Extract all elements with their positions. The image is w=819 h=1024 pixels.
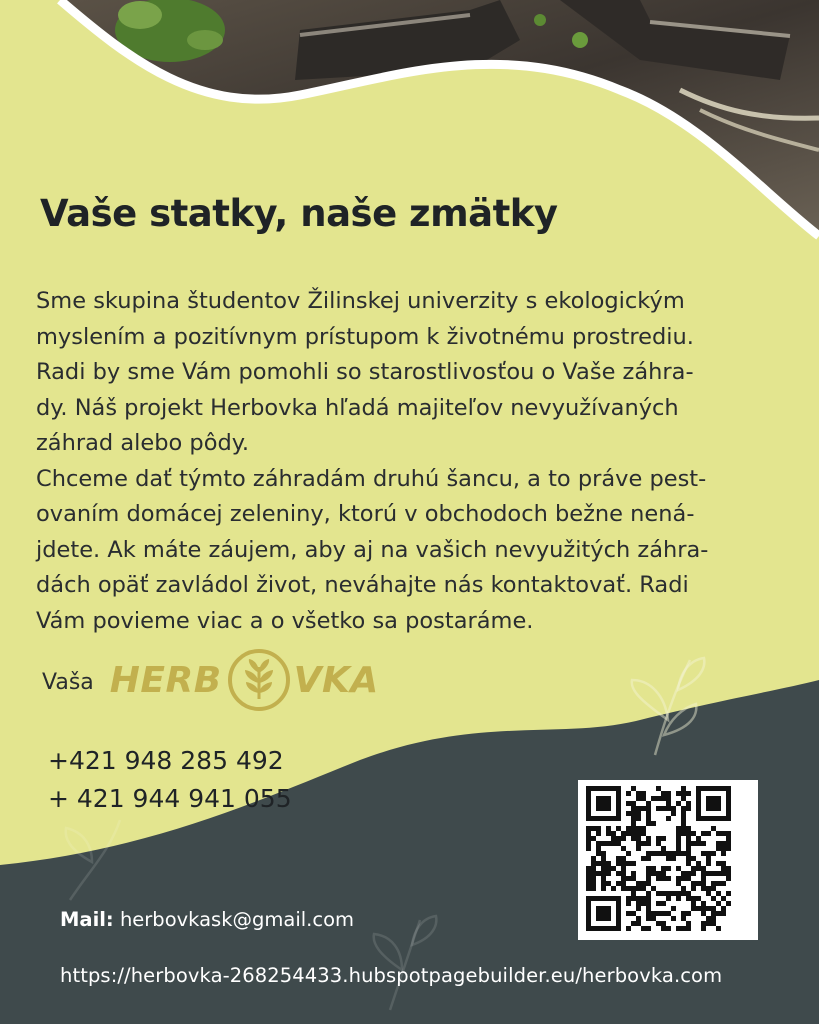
phone-numbers xyxy=(48,742,292,818)
description-text: Sme skupina študentov Žilinskej univerzity s ekologickým myslením a pozitívnym prístupom k životnému prostrediu. Radi by sme Vám pomohli so starostlivosťou o Vaše záhra- dy. Náš projekt Herbovka hľadá majiteľov nevyužívaných záhrad alebo pôdy. Chceme dať týmto záhradám druhú šancu, a to práve pest- ovaním domácej zeleniny, ktorú v obchodoch bežne nená- jdete. Ak máte záujem, aby aj na vašich nevyužitých záhra- dách opäť zavládol život, neváhajte nás kontaktovať. Radi Vám povieme viac a o všetko sa postaráme. xyxy=(36,288,709,634)
logo-text-left: HERB xyxy=(109,659,222,701)
qr-code-graphic xyxy=(578,780,758,940)
leaf-circle-icon xyxy=(226,647,292,713)
signature-prefix: Vaša xyxy=(42,669,94,695)
signature xyxy=(42,645,379,715)
page-title: Vaše statky, naše zmätky xyxy=(40,192,558,235)
qr-code-icon[interactable] xyxy=(578,780,758,940)
mail-label: Mail: xyxy=(60,908,114,931)
mail-address[interactable]: herbovkask@gmail.com xyxy=(119,908,355,931)
mail-line xyxy=(60,908,354,931)
logo-text-right: VKA xyxy=(293,659,379,701)
website-url[interactable]: https://herbovka-268254433.hubspotpagebuilder.eu/herbovka.com xyxy=(60,964,723,987)
phone-number-1[interactable]: +421 948 285 492 xyxy=(48,746,284,775)
phone-number-2[interactable]: + 421 944 941 055 xyxy=(48,784,292,813)
